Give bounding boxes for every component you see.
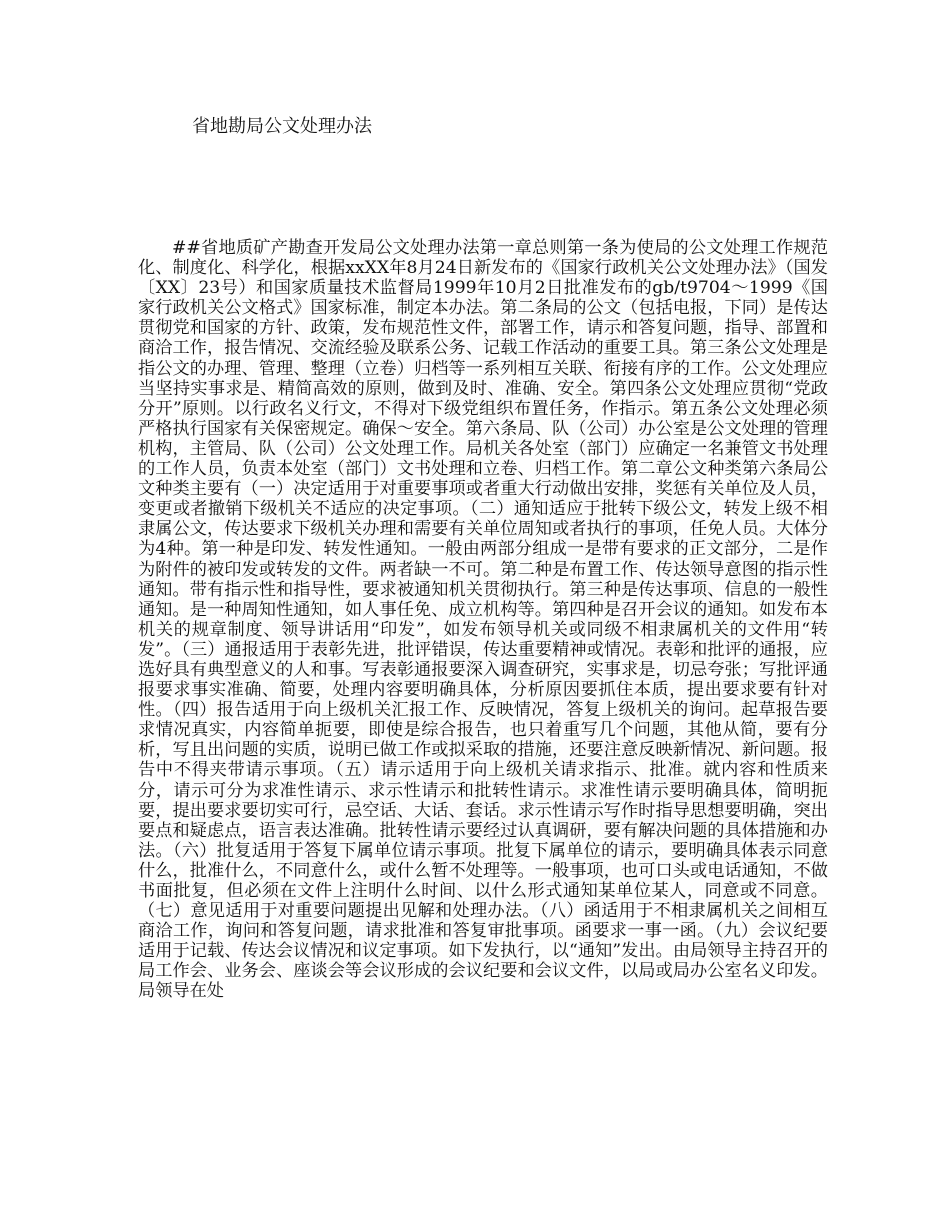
document-body-text: ##省地质矿产勘查开发局公文处理办法第一章总则第一条为使局的公文处理工作规范化、制度化、科学化，根据xxXX年8月24日新发布的《国家行政机关公文处理办法》（国发〔XX〕23号）和国家质量技术监督局1999年10月2日批准发布的gb/t9704～1999《国家行政机关公文格式》国家标准，制定本办法。第二条局的公文（包括电报，下同）是传达贯彻党和国家的方针、政策，发布规范性文件，部署工作，请示和答复问题，指导、部置和商洽工作，报告情况、交流经验及联系公务、记载工作活动的重要工具。第三条公文处理是指公文的办理、管理、整理（立卷）归档等一系列相互关联、衔接有序的工作。公文处理应当坚持实事求是、精简高效的原则，做到及时、准确、安全。第四条公文处理应贯彻“党政分开”原则。以行政名义行文，不得对下级党组织布置任务，作指示。第五条公文处理必须严格执行国家有关保密规定。确保～安全。第六条局、队（公司）办公室是公文处理的管理机构，主管局、队（公司）公文处理工作。局机关各处室（部门）应确定一名兼管文书处理的工作人员，负责本处室（部门）文书处理和立卷、归档工作。第二章公文种类第六条局公文种类主要有（一）决定适用于对重要事项或者重大行动做出安排，奖惩有关单位及人员，变更或者撤销下级机关不适应的决定事项。（二）通知适应于批转下级公文，转发上级不相隶属公文，传达要求下级机关办理和需要有关单位周知或者执行的事项，任免人员。大体分为4种。第一种是印发、转发性通知。一般由两部分组成一是带有要求的正文部分，二是作为附件的被印发或转发的文件。两者缺一不可。第二种是布置工作、传达领导意图的指示性通知。带有指示性和指导性，要求被通知机关贯彻执行。第三种是传达事项、信息的一般性通知。是一种周知性通知，如人事任免、成立机构等。第四种是召开会议的通知。如发布本机关的规章制度、领导讲话用“印发”，如发布领导机关或同级不相隶属机关的文件用“转发”。（三）通报适用于表彰先进，批评错误，传达重要精神或情况。表彰和批评的通报，应选好具有典型意义的人和事。写表彰通报要深入调查研究，实事求是，切忌夸张；写批评通报要求事实准确、简要，处理内容要明确具体，分析原因要抓住本质，提出要求要有针对性。（四）报告适用于向上级机关汇报工作、反映情况，答复上级机关的询问。起草报告要求情况真实，内容简单扼要，即使是综合报告，也只着重写几个问题，其他从简，要有分析，写且出问题的实质，说明已做工作或拟采取的措施，还要注意反映新情况、新问题。报告中不得夹带请示事项。（五）请示适用于向上级机关请求指示、批准。就内容和性质来分，请示可分为求准性请示、求示性请示和批转性请示。求准性请示要明确具体，简明扼要，提出要求要切实可行，忌空话、大话、套话。求示性请示写作时指导思想要明确，突出要点和疑虑点，语言表达准确。批转性请示要经过认真调研，要有解决问题的具体措施和办法。（六）批复适用于答复下属单位请示事项。批复下属单位的请示，要明确具体表示同意什么，批准什么，不同意什么，或什么暂不处理等。一般事项，也可口头或电话通知，不做书面批复，但必须在文件上注明什么时间、以什么形式通知某单位某人，同意或不同意。（七）意见适用于对重要问题提出见解和处理办法。（八）函适用于不相隶属机关之间相互商洽工作，询问和答复问题，请求批准和答复审批事项。函要求一事一函。（九）会议纪要适用于记载、传达会议情况和议定事项。如下发执行，以“通知”发出。由局领导主持召开的局工作会、业务会、座谈会等会议形成的会议纪要和会议文件，以局或局办公室名义印发。局领导在处	[138, 238, 828, 1002]
document-title: 省地勘局公文处理办法	[192, 116, 372, 137]
